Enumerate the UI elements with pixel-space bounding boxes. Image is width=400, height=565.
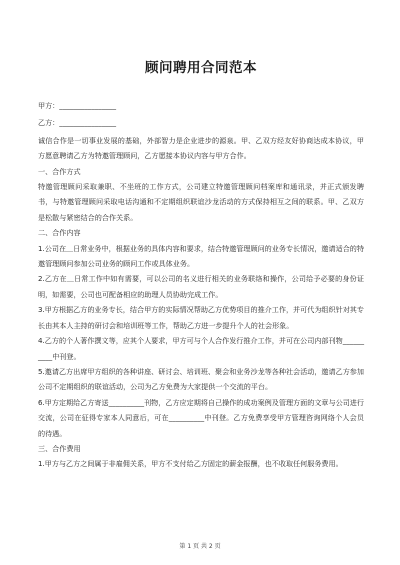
section-1-heading: 一、合作方式 [38,166,81,176]
page-footer: 第 1 页 共 2 页 [179,543,221,550]
section-2-item-4: 4.乙方的个人著作撰文等，应其个人要求，甲方可与个人合作发行推介工作，并可在公司内部刊物__________中刊登。 [38,336,364,361]
section-2-item-6: 6.甲方定期给乙方寄送__________刊物，乙方应定期将自己操作的成功案例及管理方面的文章与公司进行交流，公司在征得专家本人同意后，可在__________中刊登。乙方免费享受甲方管理咨询网络个人会员的待遇。 [38,397,364,438]
party-b-field: 乙方：________________ [38,118,117,128]
party-a-field: 甲方：________________ [38,101,117,110]
document-title: 顾问聘用合同范本 [145,60,257,76]
section-2-item-3: 3.甲方根据乙方的业务专长，结合甲方的实际情况帮助乙方优势项目的推介工作，并可代为组织针对其专长由其本人主持的研讨会和培训班等工作，帮助乙方进一步提升个人的社会形象。 [38,305,364,330]
section-2-item-1: 1.公司在＿日常业务中，根据业务的具体内容和要求，结合特邀管理顾问的业务专长情况，邀请适合的特邀管理顾问参加公司业务的顾问工作或具体业务。 [38,243,364,269]
section-3-item-1: 1.甲方与乙方之间属于非雇佣关系，甲方不支付给乙方固定的薪金报酬，也不收取任何服务费用。 [38,459,343,469]
section-3-heading: 三、合作费用 [38,443,81,453]
section-2-item-2: 2.乙方在＿日常工作中如有需要，可以公司的名义进行相关的业务联络和操作，公司给予必要的身份证明，如需要，公司也可配备相应的助理人员协助完成工作。 [38,274,364,299]
section-1-paragraph: 特邀管理顾问采取兼职、不坐班的工作方式，公司建立特邀管理顾问档案库和通讯录，并正式颁发聘书，与特邀管理顾问采取电话沟通和不定期组织联谊沙龙活动的方式保持相互之间的联系。甲、乙双方是松散与紧密结合的合作关系。 [38,182,364,222]
section-2-heading: 二、合作内容 [38,228,81,238]
section-2-item-5: 5.邀请乙方出席甲方组织的各种讲座、研讨会、培训班、聚会和业务沙龙等各种社会活动，邀请乙方参加公司不定期组织的联谊活动，公司为乙方免费为大家提供一个交流的平台。 [38,366,364,392]
intro-paragraph: 诚信合作是一切事业发展的基础，外部智力是企业进步的源泉。甲、乙双方经友好协商达成本协议，甲方愿意聘请乙方为特邀管理顾问，乙方愿接本协议内容与甲方合作。 [38,135,364,161]
